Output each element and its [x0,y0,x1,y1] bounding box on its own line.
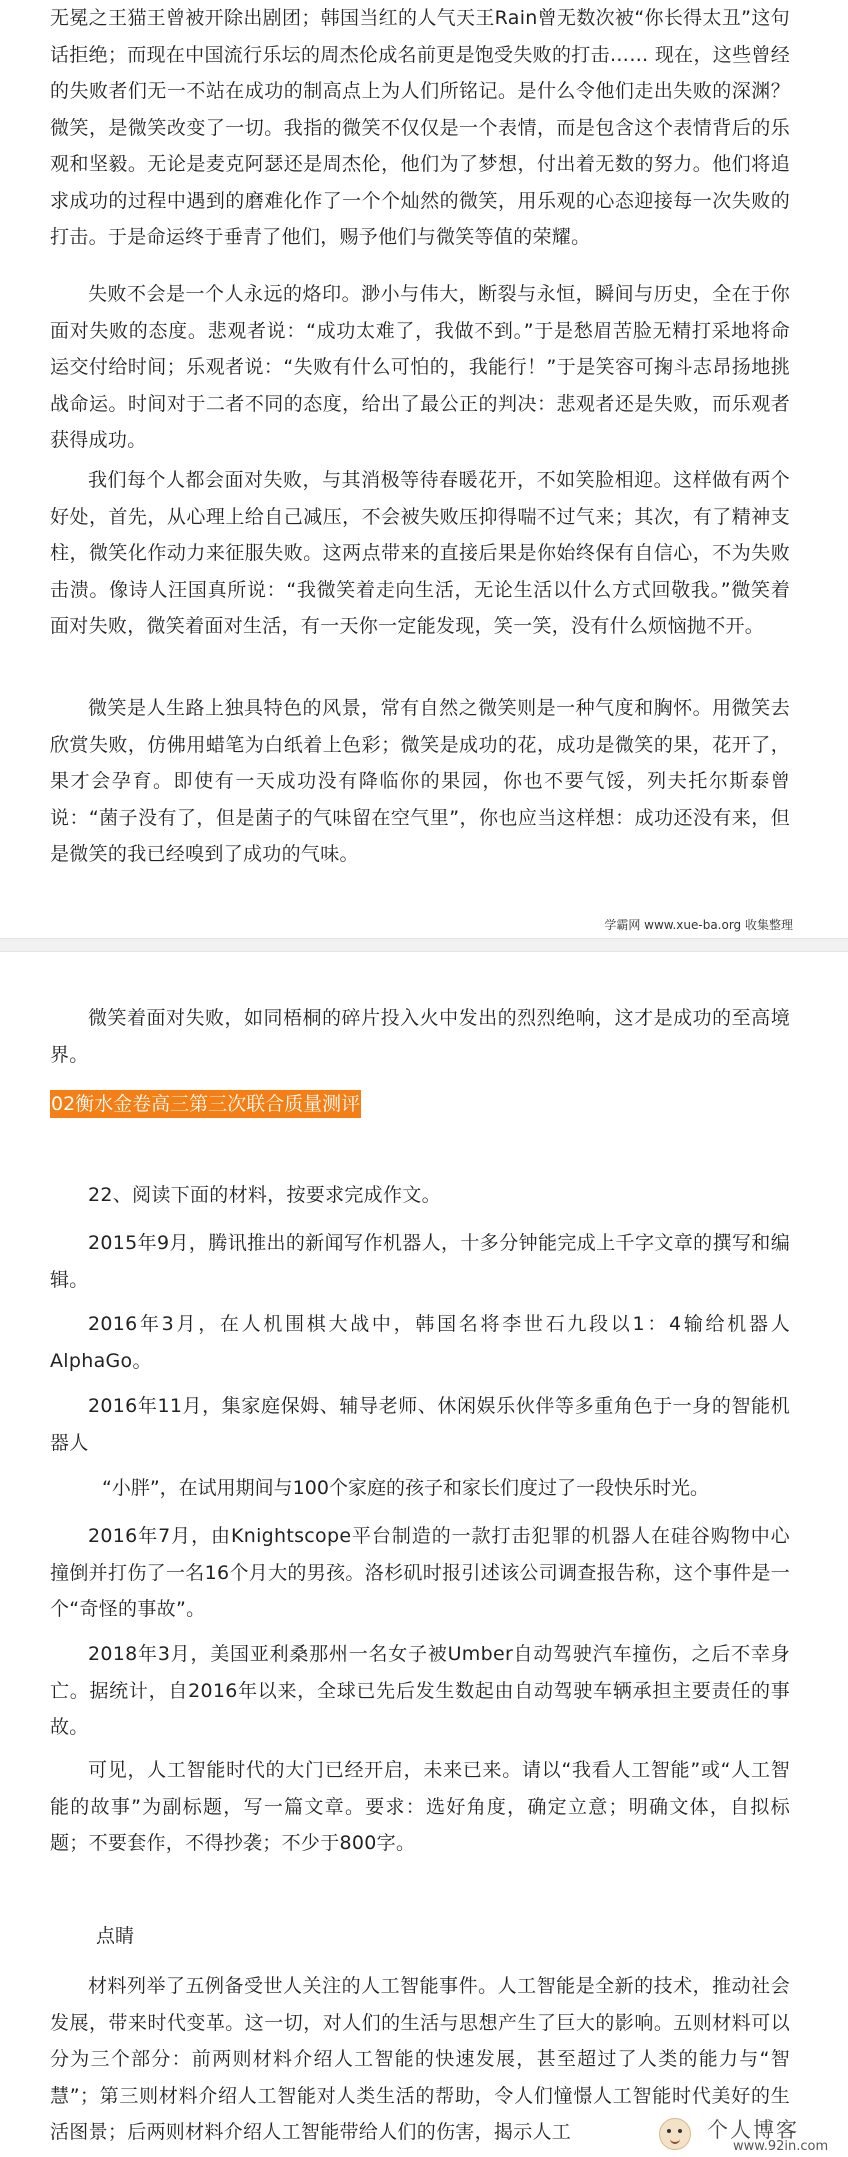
material-item-3-continued: “小胖”，在试用期间与100个家庭的孩子和家长们度过了一段快乐时光。 [102,1477,709,1499]
page-footer-source: 学霸网 www.xue-ba.org 收集整理 [604,918,793,932]
material-item-5: 2018年3月，美国亚利桑那州一名女子被Umber自动驾驶汽车撞伤，之后不幸身亡。据统计，自2016年以来，全球已先后发生数起由自动驾驶车辆承担主要责任的事故。 [50,1643,790,1738]
avatar-icon [659,2118,691,2150]
material-item-1: 2015年9月，腾讯推出的新闻写作机器人，十多分钟能完成上千字文章的撰写和编辑。 [50,1232,790,1291]
watermark-url: www.92in.com [733,2139,829,2154]
dianjing-heading: 点睛 [96,1925,135,1947]
essay-paragraph-2: 失败不会是一个人永远的烙印。渺小与伟大，断裂与永恒，瞬间与历史，全在于你面对失败的态度。悲观者说：“成功太难了，我做不到。”于是愁眉苦脸无精打采地将命运交付给时间；乐观者说：“失败有什么可怕的，我能行！”于是笑容可掬斗志昂扬地挑战命运。时间对于二者不同的态度，给出了最公正的判决：悲观者还是失败，而乐观者获得成功。 [50,283,790,451]
page-separator [0,938,848,952]
material-item-2: 2016年3月，在人机围棋大战中，韩国名将李世石九段以1：4输给机器人AlphaGo。 [50,1313,790,1372]
analysis-paragraph: 材料列举了五例备受世人关注的人工智能事件。人工智能是全新的技术，推动社会发展，带来时代变革。这一切，对人们的生活与思想产生了巨大的影响。五则材料可以分为三个部分：前两则材料介绍人工智能的快速发展，甚至超过了人类的能力与“智慧”；第三则材料介绍人工智能对人类生活的帮助，令人们憧憬人工智能时代美好的生活图景；后两则材料介绍人工智能带给人们的伤害，揭示人工 [50,1975,790,2143]
essay-paragraph-4: 微笑是人生路上独具特色的风景，常有自然之微笑则是一种气度和胸怀。用微笑去欣赏失败，仿佛用蜡笔为白纸着上色彩；微笑是成功的花，成功是微笑的果，花开了，果才会孕育。即使有一天成功没有降临你的果园，你也不要气馁，列夫托尔斯泰曾说：“菌子没有了，但是菌子的气味留在空气里”，你也应当这样想：成功还没有来，但是微笑的我已经嗅到了成功的气味。 [50,697,790,865]
essay-closing-paragraph: 微笑着面对失败，如同梧桐的碎片投入火中发出的烈烈绝响，这才是成功的至高境界。 [50,1007,790,1066]
essay-paragraph-3: 我们每个人都会面对失败，与其消极等待春暖花开，不如笑脸相迎。这样做有两个好处，首先，从心理上给自己减压，不会被失败压抑得喘不过气来；其次，有了精神支柱，微笑化作动力来征服失败。这两点带来的直接后果是你始终保有自信心，不为失败击溃。像诗人汪国真所说：“我微笑着走向生活，无论生活以什么方式回敬我。”微笑着面对失败，微笑着面对生活，有一天你一定能发现，笑一笑，没有什么烦恼抛不开。 [50,469,790,637]
material-item-3: 2016年11月，集家庭保姆、辅导老师、休闲娱乐伙伴等多重角色于一身的智能机器人 [50,1395,790,1454]
essay-paragraph-1: 无冕之王猫王曾被开除出剧团；韩国当红的人气天王Rain曾无数次被“你长得太丑”这句话拒绝；而现在中国流行乐坛的周杰伦成名前更是饱受失败的打击…… 现在，这些曾经的失败者们无一不站在成功的制高点上为人们所铭记。是什么令他们走出失败的深渊？微笑，是微笑改变了一切。我指的微笑不仅仅是一个表情，而是包含这个表情背后的乐观和坚毅。无论是麦克阿瑟还是周杰伦，他们为了梦想，付出着无数的努力。他们将追求成功的过程中遇到的磨难化作了一个个灿然的微笑，用乐观的心态迎接每一次失败的打击。于是命运终于垂青了他们，赐予他们与微笑等值的荣耀。 [50,7,790,248]
exam-section-title[interactable]: 02衡水金卷高三第三次联合质量测评 [50,1090,361,1118]
blog-watermark [655,2112,848,2157]
watermark-title: 个人博客 [707,2118,799,2142]
writing-requirements: 可见，人工智能时代的大门已经开启，未来已来。请以“我看人工智能”或“人工智能的故事”为副标题，写一篇文章。要求：选好角度，确定立意；明确文体，自拟标题；不要套作，不得抄袭；不少于800字。 [50,1759,790,1854]
material-item-4: 2016年7月，由Knightscope平台制造的一款打击犯罪的机器人在硅谷购物中心撞倒并打伤了一名16个月大的男孩。洛杉矶时报引述该公司调查报告称，这个事件是一个“奇怪的事故”。 [50,1525,790,1620]
writing-question-prompt: 22、阅读下面的材料，按要求完成作文。 [88,1184,441,1206]
